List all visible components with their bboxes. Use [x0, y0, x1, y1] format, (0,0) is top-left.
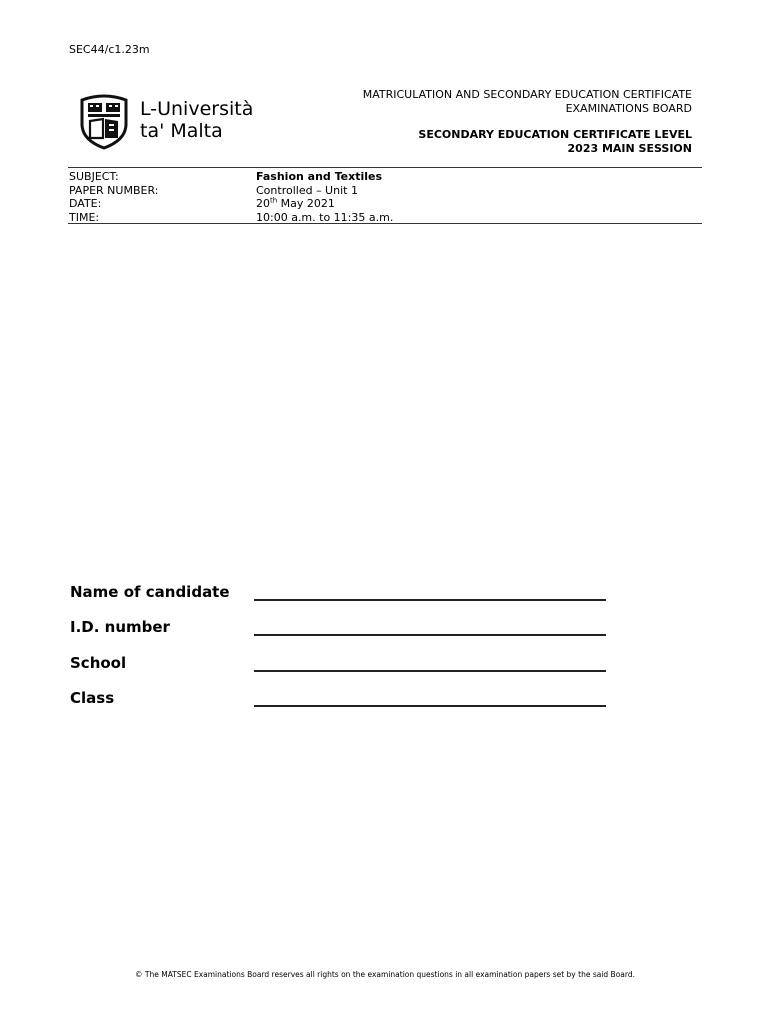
- name-field[interactable]: [254, 581, 606, 601]
- date-row: [69, 197, 393, 211]
- top-divider: [68, 167, 702, 168]
- paper-number-label: PAPER NUMBER:: [69, 183, 159, 197]
- class-label: Class: [70, 689, 115, 707]
- id-row: [70, 601, 606, 637]
- time-row: [69, 211, 393, 225]
- bottom-divider: [68, 223, 702, 224]
- certificate-level: [418, 128, 692, 156]
- class-field[interactable]: [254, 687, 606, 707]
- date-day: 20: [256, 197, 270, 210]
- certificate-level-line2: 2023 MAIN SESSION: [567, 142, 692, 155]
- exam-info-table: [69, 170, 393, 224]
- subject-row: [69, 170, 393, 184]
- school-row: [70, 636, 606, 672]
- school-field[interactable]: [254, 652, 606, 672]
- university-name-line1: L-Università: [140, 98, 254, 120]
- board-name: [363, 88, 692, 116]
- class-row: [70, 672, 606, 708]
- date-rest: May 2021: [277, 197, 335, 210]
- name-label: Name of candidate: [70, 582, 230, 601]
- copyright-footer: © The MATSEC Examinations Board reserves all rights on the examination questions in all examination papers set by the said Board.: [135, 970, 635, 979]
- time-value: 10:00 a.m. to 11:35 a.m.: [256, 210, 394, 224]
- paper-number-value: Controlled – Unit 1: [256, 183, 358, 197]
- board-name-line2: EXAMINATIONS BOARD: [565, 102, 692, 115]
- university-name: [140, 98, 253, 142]
- board-name-line1: MATRICULATION AND SECONDARY EDUCATION CERTIFICATE: [362, 88, 692, 101]
- subject-label: SUBJECT:: [69, 170, 119, 183]
- date-label: DATE:: [69, 197, 102, 210]
- subject-value: Fashion and Textiles: [256, 170, 383, 183]
- university-name-line2: ta' Malta: [140, 120, 223, 142]
- id-label: I.D. number: [70, 618, 170, 636]
- school-label: School: [70, 653, 127, 672]
- name-row: [70, 565, 606, 601]
- time-label: TIME:: [69, 210, 100, 224]
- candidate-details: [70, 565, 606, 707]
- document-code: SEC44/c1.23m: [69, 43, 150, 56]
- paper-number-row: [69, 184, 393, 198]
- id-field[interactable]: [254, 616, 606, 636]
- date-value: [256, 197, 335, 211]
- certificate-level-line1: SECONDARY EDUCATION CERTIFICATE LEVEL: [418, 128, 692, 141]
- date-suffix: th: [270, 196, 278, 205]
- university-crest-icon: [76, 94, 132, 150]
